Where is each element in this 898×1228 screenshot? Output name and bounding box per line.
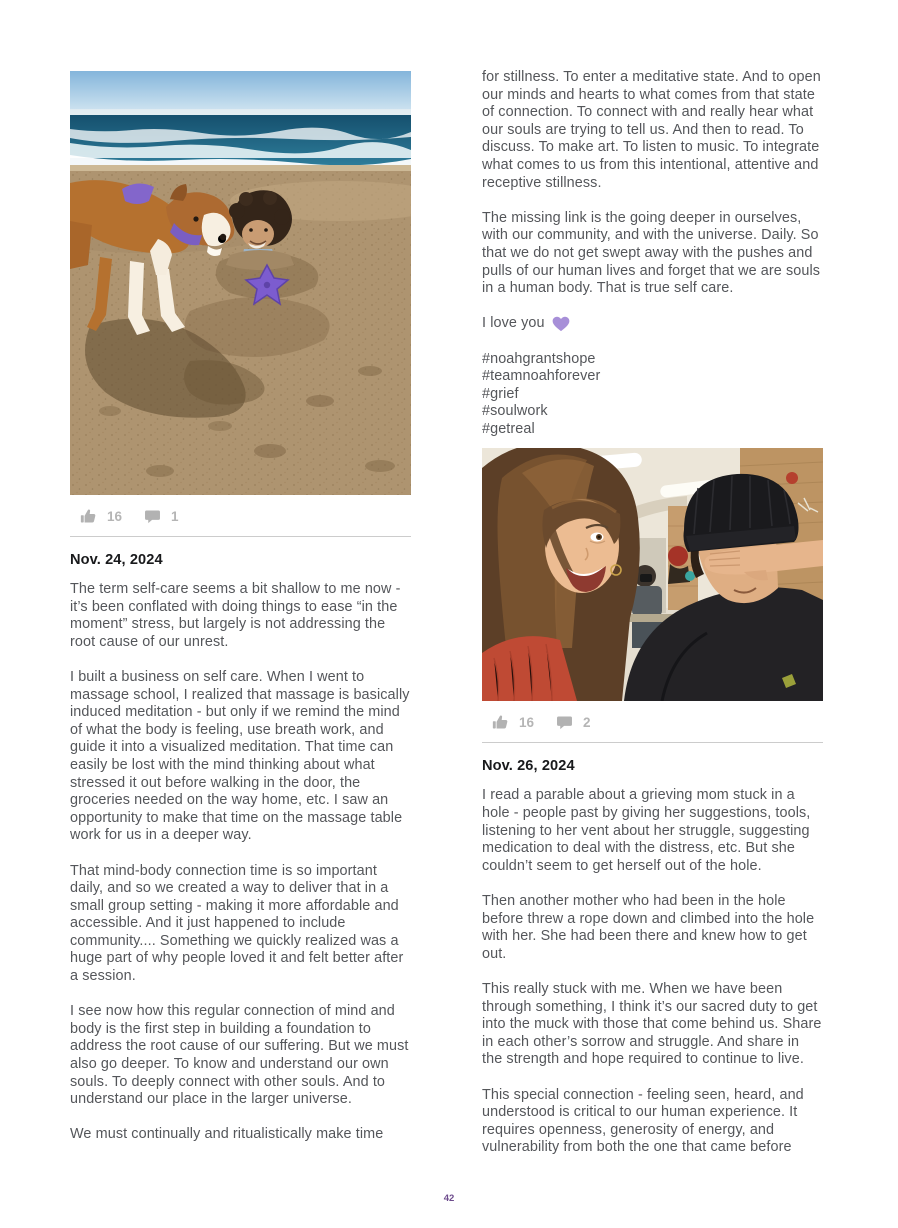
purple-heart-icon (552, 316, 570, 332)
paragraph: I built a business on self care. When I went to massage school, I realized that massage is basically induced meditation - but only if we remind the mind of what the body is feeling, use breath work, and guide it into a visualized meditation. That time can easily be lost with the mind thinking about what stressed it out before walking in the door, the groceries needed on the way home, etc. I saw an opportunity to make that time on the massage table work for us in a deeper way. (70, 668, 410, 844)
paragraph: We must continually and ritualistically make time (70, 1126, 384, 1143)
entry-date: Nov. 26, 2024 (482, 758, 575, 775)
hashtag: #noahgrantshope (482, 350, 596, 367)
paragraph: I see now how this regular connection of mind and body is the first step in building a foundation to address the root cause of our suffering. But we must also go deeper. To know and understand our own souls. To deeply connect with other souls. And to understand our place in the larger universe. (70, 1003, 409, 1108)
like-count: 16 (519, 715, 535, 731)
paragraph: for stillness. To enter a meditative state. And to open our minds and hearts to what comes from that state of connection. To connect with and really hear what our souls are trying to tell us. And then to read. To discuss. To make art. To listen to music. To integrate what comes to us from this intentional, attentive and receptive stillness. (482, 69, 821, 191)
post-divider (70, 536, 411, 537)
sign-off-text: I love you (482, 315, 545, 332)
hashtag-list (482, 351, 823, 439)
comment-bubble-icon (556, 714, 573, 731)
hashtag: #soulwork (482, 403, 548, 420)
continued-body (482, 69, 823, 333)
hashtag: #getreal (482, 420, 535, 437)
left-column (70, 71, 411, 1162)
paragraph: Then another mother who had been in the hole before threw a rope down and climbed into the hole with her. She had been there and knew how to get out. (482, 893, 815, 962)
like-count: 16 (107, 509, 123, 524)
paragraph: This special connection - feeling seen, heard, and understood is critical to our human experience. It requires openness, generosity of energy, and vulnerability from both the one that came before (482, 1086, 804, 1156)
paragraph: The missing link is the going deeper in ourselves, with our community, and with the universe. Daily. So that we do not get swept away with the pushes and pulls of our human lives and forget that we are souls in a human body. That is true self care. (482, 209, 821, 297)
comment-bubble-icon (144, 508, 161, 525)
comment-count: 2 (583, 715, 591, 731)
entry-date: Nov. 24, 2024 (70, 552, 163, 568)
post-divider (482, 742, 823, 743)
right-column (482, 69, 823, 1175)
entry-body (70, 581, 411, 1144)
comment-count: 1 (171, 509, 179, 524)
paragraph: The term self-care seems a bit shallow to me now - it’s been conflated with doing things to ease “in the moment” stress, but largely is not addressing the root cause of our unrest. (70, 581, 401, 650)
entry-body (482, 787, 823, 1156)
sign-off-line (482, 315, 823, 333)
hashtag: #grief (482, 385, 519, 402)
beach-photo (70, 71, 411, 495)
paragraph: That mind-body connection time is so important daily, and so we created a way to deliver that in a small group setting - making it more affordable and accessible. And it just happened to include community.... Something we quickly realized was a huge part of why people loved it and felt better after a session. (70, 862, 404, 985)
thumbs-up-icon (492, 714, 509, 731)
classroom-selfie-photo (482, 448, 823, 701)
paragraph: This really stuck with me. When we have been through something, I think it’s our sacred duty to get into the muck with those that come behind us. Share in each other’s sorrow and struggle. And share in the strength and hope required to continue to live. (482, 981, 822, 1068)
thumbs-up-icon (80, 508, 97, 525)
reaction-bar (70, 495, 411, 536)
page-number: 42 (443, 1193, 455, 1204)
reaction-bar (482, 701, 823, 742)
woman-figure (482, 448, 640, 701)
hashtag: #teamnoahforever (482, 368, 601, 385)
paragraph: I read a parable about a grieving mom stuck in a hole - people past by giving her suggestions, tools, listening to her vent about her struggle, suggesting medication to deal with the distress, etc. But she couldn’t seem to get herself out of the hole. (482, 787, 811, 874)
